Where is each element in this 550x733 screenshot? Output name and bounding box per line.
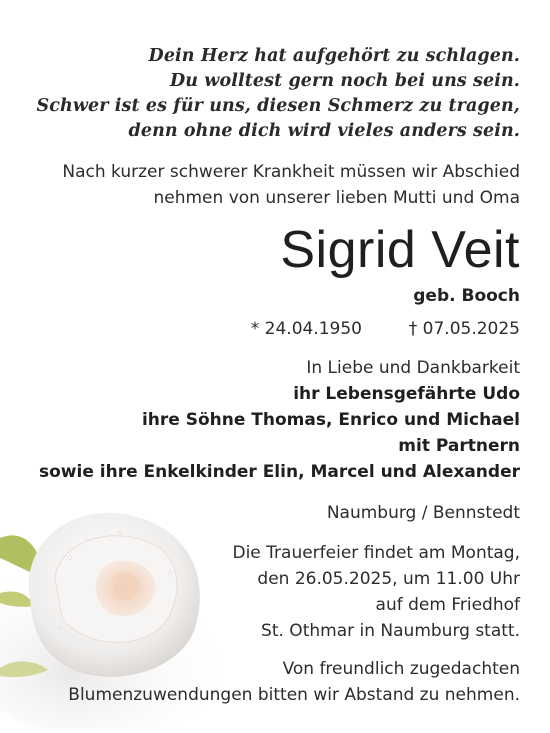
- intro-line: nehmen von unserer lieben Mutti und Oma: [153, 188, 520, 208]
- mourner-line: ihr Lebensgefährte Udo: [293, 384, 520, 404]
- closing-line: Blumenzuwendungen bitten wir Abstand zu nehmen.: [68, 685, 520, 705]
- mourner-line: sowie ihre Enkelkinder Elin, Marcel und Alexander: [39, 462, 520, 482]
- funeral-line: St. Othmar in Naumburg statt.: [261, 621, 520, 641]
- birth-date: * 24.04.1950: [250, 319, 362, 339]
- poem-line: Schwer ist es für uns, diesen Schmerz zu tragen,: [36, 96, 520, 116]
- closing-line: Von freundlich zugedachten: [282, 659, 520, 679]
- mourners-intro: In Liebe und Dankbarkeit: [306, 358, 520, 378]
- birth-name: geb. Booch: [413, 286, 520, 306]
- funeral-line: den 26.05.2025, um 11.00 Uhr: [257, 569, 520, 589]
- poem-line: Du wolltest gern noch bei uns sein.: [170, 71, 520, 91]
- mourner-line: mit Partnern: [398, 436, 520, 456]
- mourner-line: ihre Söhne Thomas, Enrico und Michael: [141, 410, 520, 430]
- poem-line: denn ohne dich wird vieles anders sein.: [128, 121, 520, 141]
- poem-line: Dein Herz hat aufgehört zu schlagen.: [148, 46, 520, 66]
- intro-line: Nach kurzer schwerer Krankheit müssen wir Abschied: [62, 162, 520, 182]
- funeral-line: Die Trauerfeier findet am Montag,: [232, 543, 520, 563]
- deceased-name: Sigrid Veit: [280, 221, 520, 279]
- location: Naumburg / Bennstedt: [326, 503, 520, 523]
- life-dates: [0, 319, 550, 341]
- death-date: † 07.05.2025: [408, 319, 520, 339]
- funeral-line: auf dem Friedhof: [375, 595, 520, 615]
